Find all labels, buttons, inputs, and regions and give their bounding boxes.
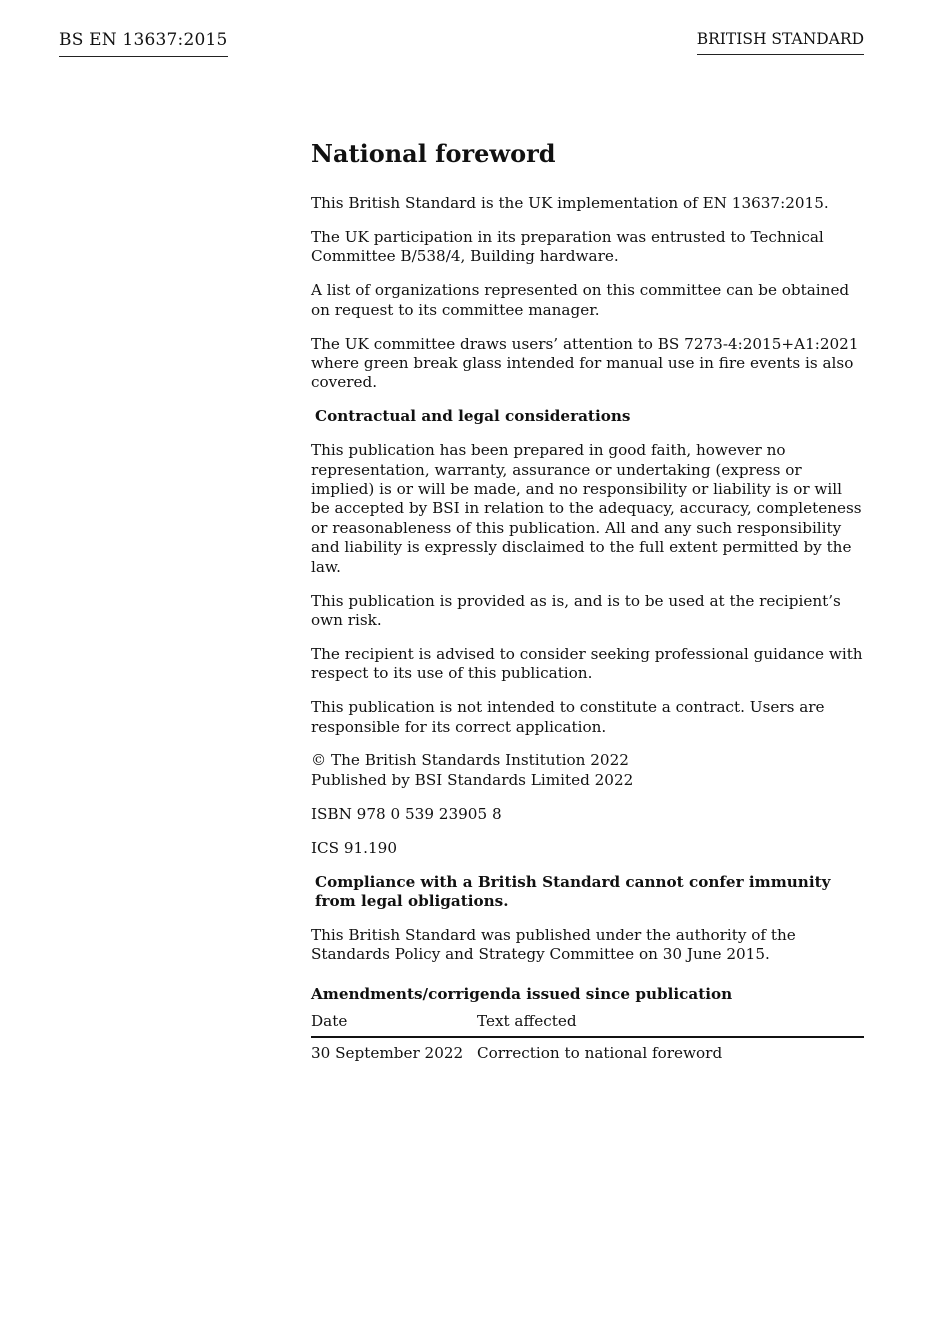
paragraph-participation: The UK participation in its preparation was entrusted to Technical Committee B/538/4, Building hardware. xyxy=(311,227,824,266)
compliance-statement: Compliance with a British Standard cannot confer immunity from legal obligations. xyxy=(315,872,831,910)
isbn: ISBN 978 0 539 23905 8 xyxy=(311,804,502,823)
standard-series-label: BRITISH STANDARD xyxy=(697,30,864,55)
paragraph-good-faith: This publication has been prepared in good faith, however no representation, warranty, assurance or undertaking (express or implied) is or will be made, and no responsibility or liability is or will be accepted by BSI in relation to the adequacy, accuracy, completeness or reasonableness of this publication. All and any such responsibility and liability is expressly disclaimed to the full extent permitted by the law. xyxy=(311,441,862,576)
legal-heading: Contractual and legal considerations xyxy=(315,407,631,426)
paragraph-own-risk: This publication is provided as is, and is to be used at the recipient’s own risk. xyxy=(311,591,841,629)
copyright-line: © The British Standards Institution 2022 xyxy=(311,751,629,770)
publisher-line: Published by BSI Standards Limited 2022 xyxy=(311,770,634,789)
foreword-section xyxy=(311,138,864,1064)
amendment-text: Correction to national foreword xyxy=(477,1044,723,1063)
paragraph-implementation: This British Standard is the UK implementation of EN 13637:2015. xyxy=(311,194,829,212)
page-title: National foreword xyxy=(311,139,556,168)
ics: ICS 91.190 xyxy=(311,838,397,857)
table-header-row xyxy=(311,1008,864,1037)
document-number: BS EN 13637:2015 xyxy=(59,30,228,57)
paragraph-not-contract: This publication is not intended to constitute a contract. Users are responsible for its correct application. xyxy=(311,698,825,736)
column-header-date: Date xyxy=(311,1008,477,1037)
amendment-date: 30 September 2022 xyxy=(311,1044,464,1063)
copyright-block xyxy=(311,751,864,790)
table-row xyxy=(311,1037,864,1063)
column-header-text-affected: Text affected xyxy=(477,1008,864,1037)
paragraph-guidance: The recipient is advised to consider seeking professional guidance with respect to its use of this publication. xyxy=(311,644,863,683)
authority-statement: This British Standard was published under the authority of the Standards Policy and Strategy Committee on 30 June 2015. xyxy=(311,925,796,964)
paragraph-attention: The UK committee draws users’ attention to BS 7273-4:2015+A1:2021 where green break glass intended for manual use in fire events is also covered. xyxy=(311,334,859,392)
amendments-heading: Amendments/corrigenda issued since publication xyxy=(311,984,733,1003)
amendments-table xyxy=(311,1008,864,1063)
paragraph-committee-list: A list of organizations represented on this committee can be obtained on request to its committee manager. xyxy=(311,281,850,319)
